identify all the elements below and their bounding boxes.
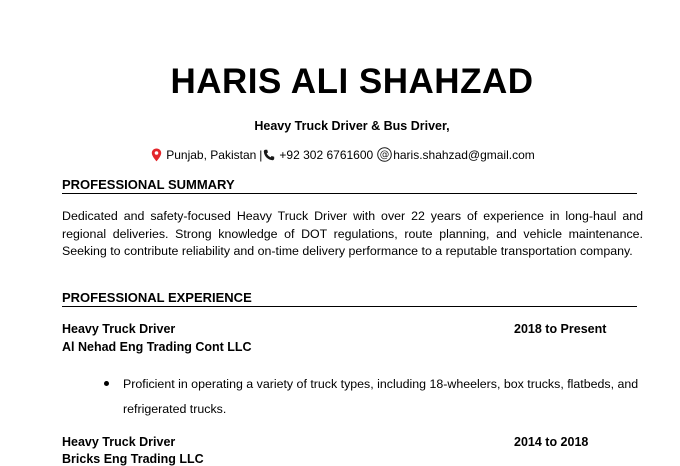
contact-phone: +92 302 6761600: [279, 147, 374, 162]
bullet-icon: [104, 381, 109, 386]
job-company: Al Nehad Eng Trading Cont LLC: [62, 340, 252, 354]
bullet-text: Proficient in operating a variety of truck types, including 18-wheelers, box trucks, flatbeds, and refrigerated trucks.: [123, 377, 639, 416]
job-dates: 2018 to Present: [514, 322, 607, 336]
map-pin-icon: [151, 148, 162, 162]
contact-location: Punjab, Pakistan: [166, 147, 257, 162]
contact-email[interactable]: haris.shahzad@gmail.com: [393, 147, 535, 162]
candidate-role: Heavy Truck Driver & Bus Driver,: [254, 119, 450, 133]
job-title: Heavy Truck Driver: [62, 435, 176, 449]
at-sign-icon: [377, 147, 392, 162]
section-heading-summary: PROFESSIONAL SUMMARY: [62, 177, 637, 194]
job-dates: 2014 to 2018: [514, 435, 589, 449]
summary-text: Dedicated and safety-focused Heavy Truck Driver with over 22 years of experience in long-haul and regional deliveries. Strong knowledge of DOT regulations, route planning, and vehicle maintenance. Seeking to contribute reliability and on-time delivery performance to a reputable transportation company.: [62, 209, 643, 258]
job-company: Bricks Eng Trading LLC: [62, 452, 204, 466]
candidate-name: HARIS ALI SHAHZAD: [170, 62, 534, 101]
contact-separator: |: [259, 147, 263, 162]
job-title: Heavy Truck Driver: [62, 322, 176, 336]
svg-text:@: @: [379, 149, 390, 161]
section-heading-experience: PROFESSIONAL EXPERIENCE: [62, 290, 637, 307]
contact-line: [0, 147, 680, 162]
phone-icon: [263, 149, 275, 161]
